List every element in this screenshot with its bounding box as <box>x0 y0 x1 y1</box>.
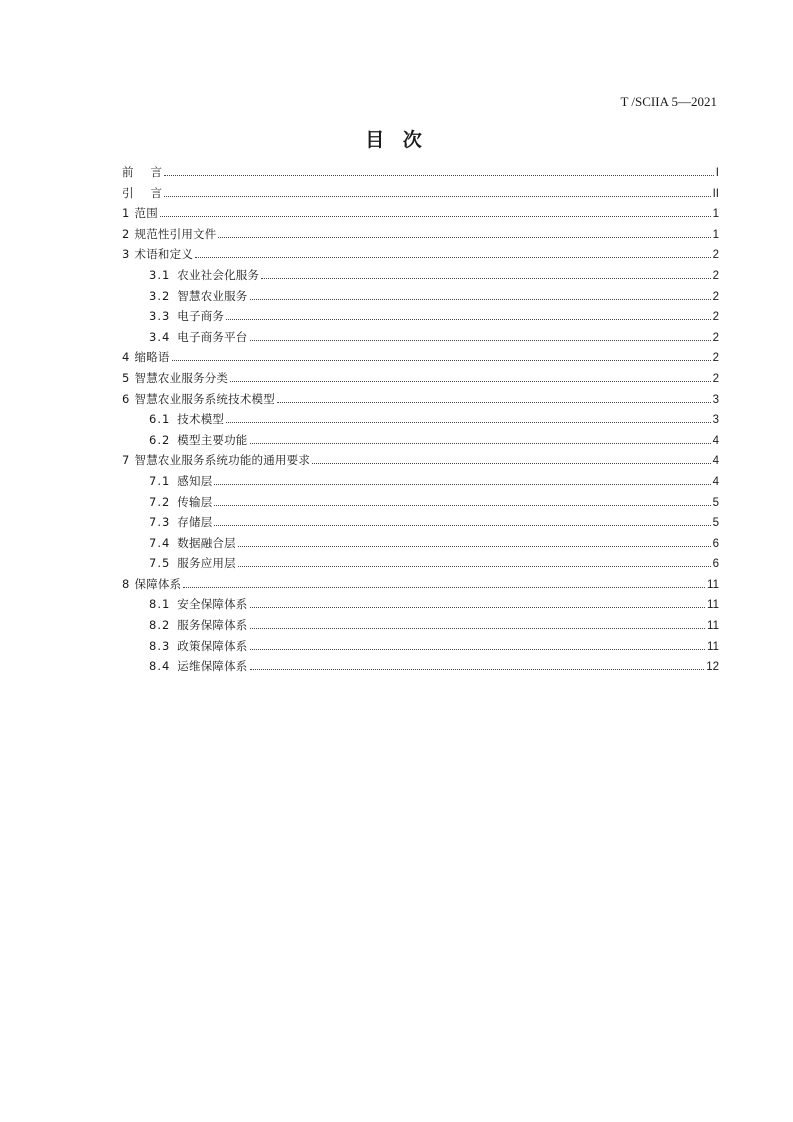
toc-entry-label <box>149 656 248 677</box>
document-code: T /SCIIA 5—2021 <box>620 94 717 109</box>
toc-entry-number: 7.3 <box>149 515 171 530</box>
toc-entry-text: 智慧农业服务分类 <box>134 370 229 385</box>
toc-page-number: 2 <box>712 311 719 324</box>
page-title: 目 次 <box>365 129 428 151</box>
toc-entry-number: 8.1 <box>149 597 171 612</box>
toc-page-number: 2 <box>712 331 719 344</box>
toc-page-number: 6 <box>712 558 719 571</box>
toc-entry-number: 3.4 <box>149 329 171 344</box>
toc-entry-number: 3.3 <box>149 309 171 324</box>
toc-entry-number: 8.3 <box>149 638 171 653</box>
toc-entry-number: 6.1 <box>149 412 171 427</box>
toc-entry[interactable] <box>122 574 719 595</box>
toc-entry-text: 运维保障体系 <box>177 659 248 674</box>
toc-entry[interactable] <box>122 389 719 410</box>
toc-page-number: 2 <box>712 372 719 385</box>
toc-subentry[interactable] <box>122 265 719 286</box>
toc-entry-text: 电子商务 <box>177 309 225 324</box>
toc-entry-label <box>122 450 310 471</box>
toc-entry-text: 安全保障体系 <box>177 597 248 612</box>
toc-entry-text: 智慧农业服务系统功能的通用要求 <box>134 453 311 468</box>
toc-entry-number: 6 <box>122 391 130 406</box>
dot-leader <box>250 606 706 608</box>
toc-entry-label <box>149 594 248 615</box>
toc-subentry[interactable] <box>122 306 719 327</box>
toc-entry-text: 模型主要功能 <box>177 432 248 447</box>
toc-entry-text: 服务应用层 <box>177 556 236 571</box>
toc-entry-text: 保障体系 <box>134 576 182 591</box>
toc-page-number: 4 <box>712 434 719 447</box>
toc-page-number: 11 <box>707 620 719 633</box>
toc-subentry[interactable] <box>122 471 719 492</box>
dot-leader <box>250 648 706 650</box>
dot-leader <box>230 380 710 382</box>
toc-entry-label <box>122 224 216 245</box>
toc-entry-number: 7.4 <box>149 535 171 550</box>
toc-entry-text: 范围 <box>134 206 158 221</box>
dot-leader <box>226 318 710 320</box>
toc-entry-label <box>149 512 212 533</box>
toc-entry-label <box>122 347 170 368</box>
toc-entry-text: 感知层 <box>177 473 213 488</box>
toc-entry-label <box>122 389 275 410</box>
dot-leader <box>214 504 710 506</box>
dot-leader <box>160 215 711 217</box>
toc-entry-label <box>149 492 212 513</box>
toc-entry[interactable] <box>122 203 719 224</box>
toc-page-number: 2 <box>712 249 719 262</box>
dot-leader <box>250 668 705 670</box>
toc-page-number: 4 <box>712 455 719 468</box>
toc-entry-text: 农业社会化服务 <box>177 267 260 282</box>
toc-entry-text: 规范性引用文件 <box>134 226 217 241</box>
dot-leader <box>172 359 711 361</box>
toc-page-number: 1 <box>712 228 719 241</box>
toc-entry[interactable] <box>122 347 719 368</box>
toc-entry-number: 4 <box>122 350 130 365</box>
toc-page-number: 11 <box>707 640 719 653</box>
toc-page-number: 6 <box>712 537 719 550</box>
toc-entry-label <box>122 183 162 204</box>
dot-leader <box>164 174 714 176</box>
toc-subentry[interactable] <box>122 430 719 451</box>
toc-page-number: 3 <box>712 414 719 427</box>
toc-entry-number: 5 <box>122 370 130 385</box>
toc-entry-label <box>149 409 224 430</box>
toc-entry[interactable] <box>122 224 719 245</box>
toc-entry[interactable] <box>122 244 719 265</box>
toc-page-number: 12 <box>706 661 719 674</box>
toc-entry-number: 8.2 <box>149 618 171 633</box>
toc-entry-label <box>149 430 248 451</box>
toc-entry-label <box>122 203 158 224</box>
toc-entry-number: 6.2 <box>149 432 171 447</box>
toc-subentry[interactable] <box>122 512 719 533</box>
toc-entry-number: 3 <box>122 247 130 262</box>
toc-entry-text: 技术模型 <box>177 412 225 427</box>
toc-entry-number: 8.4 <box>149 659 171 674</box>
toc-entry-label-part: 言 <box>150 185 162 200</box>
toc-entry-label <box>122 574 181 595</box>
dot-leader <box>277 401 711 403</box>
dot-leader <box>312 462 711 464</box>
toc-page-number: II <box>712 187 719 200</box>
toc-page-number: 4 <box>712 475 719 488</box>
toc-page-number: 5 <box>712 517 719 530</box>
dot-leader <box>250 339 711 341</box>
toc-entry-number: 8 <box>122 576 130 591</box>
dot-leader <box>214 524 710 526</box>
dot-leader <box>250 442 711 444</box>
toc-entry-text: 电子商务平台 <box>177 329 248 344</box>
toc-subentry[interactable] <box>122 533 719 554</box>
dot-leader <box>250 298 711 300</box>
dot-leader <box>214 483 710 485</box>
toc-entry-label <box>149 306 224 327</box>
toc-page-number: 11 <box>707 578 719 591</box>
dot-leader <box>261 277 710 279</box>
toc-entry-number: 7.5 <box>149 556 171 571</box>
toc-entry-label-part: 言 <box>150 165 162 179</box>
toc-page-number: 5 <box>712 496 719 509</box>
toc-entry-label <box>122 368 228 389</box>
toc-page-number: 2 <box>712 290 719 303</box>
toc-subentry[interactable] <box>122 615 719 636</box>
table-of-contents <box>122 162 719 677</box>
toc-subentry[interactable] <box>122 656 719 677</box>
toc-entry-text: 智慧农业服务系统技术模型 <box>134 391 275 406</box>
toc-page-number: I <box>715 167 719 179</box>
toc-page-number: 11 <box>707 599 719 612</box>
toc-subentry[interactable] <box>122 553 719 574</box>
toc-entry[interactable] <box>122 368 719 389</box>
toc-entry-number: 3.1 <box>149 267 171 282</box>
toc-entry-foreword[interactable] <box>122 162 719 183</box>
toc-entry-number: 7.1 <box>149 473 171 488</box>
toc-entry-number: 3.2 <box>149 288 171 303</box>
toc-entry-text: 政策保障体系 <box>177 638 248 653</box>
toc-entry-number: 7.2 <box>149 494 171 509</box>
toc-entry-introduction[interactable] <box>122 183 719 204</box>
dot-leader <box>164 195 711 197</box>
toc-entry-label <box>149 615 248 636</box>
toc-subentry[interactable] <box>122 409 719 430</box>
dot-leader <box>218 236 710 238</box>
toc-entry-label <box>149 553 236 574</box>
toc-entry-label <box>122 162 162 183</box>
toc-entry-text: 传输层 <box>177 494 213 509</box>
toc-subentry[interactable] <box>122 286 719 307</box>
toc-page-number: 2 <box>712 269 719 282</box>
toc-subentry[interactable] <box>122 594 719 615</box>
dot-leader <box>250 627 706 629</box>
toc-entry-label <box>149 327 248 348</box>
dot-leader <box>195 256 711 258</box>
toc-entry-text: 缩略语 <box>134 350 170 365</box>
toc-subentry[interactable] <box>122 327 719 348</box>
toc-page-number: 2 <box>712 352 719 365</box>
toc-entry-label <box>149 286 248 307</box>
toc-page-number: 1 <box>712 208 719 221</box>
toc-page-number: 3 <box>712 393 719 406</box>
toc-entry[interactable] <box>122 450 719 471</box>
toc-entry-number: 2 <box>122 226 130 241</box>
dot-leader <box>238 545 711 547</box>
toc-subentry[interactable] <box>122 492 719 513</box>
toc-entry-text: 术语和定义 <box>134 247 194 262</box>
toc-entry-label <box>149 265 259 286</box>
toc-entry-number: 1 <box>122 206 130 221</box>
dot-leader <box>238 565 711 567</box>
toc-entry-text: 服务保障体系 <box>177 618 248 633</box>
toc-entry-label <box>149 471 212 492</box>
toc-entry-text: 数据融合层 <box>177 535 236 550</box>
toc-entry-text: 存储层 <box>177 515 213 530</box>
dot-leader <box>226 421 710 423</box>
toc-entry-label <box>149 636 248 657</box>
toc-entry-label <box>149 533 236 554</box>
toc-entry-number: 7 <box>122 453 130 468</box>
dot-leader <box>183 586 705 588</box>
toc-entry-label-part: 前 <box>122 165 134 179</box>
toc-subentry[interactable] <box>122 636 719 657</box>
toc-entry-label-part: 引 <box>122 185 134 200</box>
toc-entry-text: 智慧农业服务 <box>177 288 248 303</box>
toc-entry-label <box>122 244 193 265</box>
